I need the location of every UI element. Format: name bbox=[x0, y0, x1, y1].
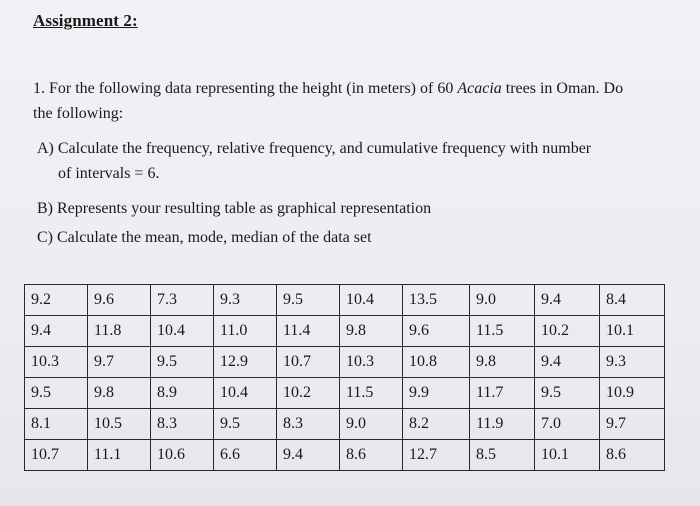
part-a-line-1: A) Calculate the frequency, relative frequency, and cumulative frequency with number bbox=[37, 140, 592, 157]
table-cell: 9.7 bbox=[600, 409, 665, 440]
table-cell: 12.9 bbox=[214, 347, 277, 378]
table-cell: 10.4 bbox=[151, 316, 214, 347]
table-cell: 9.4 bbox=[277, 440, 340, 471]
table-cell: 9.8 bbox=[340, 316, 403, 347]
table-cell: 9.5 bbox=[25, 378, 88, 409]
table-row bbox=[25, 285, 665, 316]
table-cell: 9.5 bbox=[277, 285, 340, 316]
table-cell: 9.5 bbox=[151, 347, 214, 378]
part-a-line-2: of intervals = 6. bbox=[58, 165, 160, 182]
table-cell: 9.9 bbox=[403, 378, 470, 409]
species-name: Acacia bbox=[457, 80, 502, 97]
table-cell: 9.3 bbox=[600, 347, 665, 378]
table-cell: 9.4 bbox=[535, 285, 600, 316]
table-cell: 9.5 bbox=[214, 409, 277, 440]
table-cell: 8.6 bbox=[600, 440, 665, 471]
data-table-container bbox=[24, 284, 665, 471]
table-cell: 9.3 bbox=[214, 285, 277, 316]
table-cell: 10.8 bbox=[403, 347, 470, 378]
table-cell: 13.5 bbox=[403, 285, 470, 316]
table-cell: 10.3 bbox=[25, 347, 88, 378]
table-cell: 9.5 bbox=[535, 378, 600, 409]
table-cell: 8.9 bbox=[151, 378, 214, 409]
table-cell: 9.4 bbox=[535, 347, 600, 378]
table-cell: 11.8 bbox=[88, 316, 151, 347]
table-row bbox=[25, 378, 665, 409]
table-cell: 12.7 bbox=[403, 440, 470, 471]
table-cell: 7.3 bbox=[151, 285, 214, 316]
table-cell: 8.5 bbox=[470, 440, 535, 471]
table-cell: 9.8 bbox=[470, 347, 535, 378]
table-cell: 9.0 bbox=[340, 409, 403, 440]
table-cell: 10.5 bbox=[88, 409, 151, 440]
table-cell: 11.1 bbox=[88, 440, 151, 471]
table-cell: 9.6 bbox=[403, 316, 470, 347]
table-cell: 10.7 bbox=[25, 440, 88, 471]
table-cell: 9.7 bbox=[88, 347, 151, 378]
table-cell: 6.6 bbox=[214, 440, 277, 471]
table-cell: 10.2 bbox=[535, 316, 600, 347]
table-cell: 11.0 bbox=[214, 316, 277, 347]
table-cell: 8.2 bbox=[403, 409, 470, 440]
table-row bbox=[25, 347, 665, 378]
table-cell: 10.2 bbox=[277, 378, 340, 409]
table-cell: 11.9 bbox=[470, 409, 535, 440]
question-line-2: the following: bbox=[33, 105, 124, 122]
table-cell: 9.0 bbox=[470, 285, 535, 316]
table-cell: 8.4 bbox=[600, 285, 665, 316]
table-cell: 8.3 bbox=[277, 409, 340, 440]
table-cell: 11.5 bbox=[470, 316, 535, 347]
table-cell: 11.5 bbox=[340, 378, 403, 409]
question-line-1 bbox=[33, 80, 623, 98]
part-b: B) Represents your resulting table as graphical representation bbox=[37, 200, 432, 217]
table-row bbox=[25, 316, 665, 347]
tree-height-table bbox=[24, 284, 665, 471]
question-text-end: trees in Oman. Do bbox=[501, 80, 624, 97]
assignment-heading: Assignment 2: bbox=[33, 11, 138, 30]
table-cell: 8.1 bbox=[25, 409, 88, 440]
table-cell: 10.6 bbox=[151, 440, 214, 471]
table-cell: 9.8 bbox=[88, 378, 151, 409]
table-cell: 9.4 bbox=[25, 316, 88, 347]
table-cell: 10.1 bbox=[535, 440, 600, 471]
table-row bbox=[25, 440, 665, 471]
table-cell: 10.4 bbox=[340, 285, 403, 316]
table-cell: 11.4 bbox=[277, 316, 340, 347]
table-cell: 10.1 bbox=[600, 316, 665, 347]
table-cell: 9.6 bbox=[88, 285, 151, 316]
table-row bbox=[25, 409, 665, 440]
part-c: C) Calculate the mean, mode, median of the data set bbox=[37, 229, 372, 246]
table-cell: 10.7 bbox=[277, 347, 340, 378]
table-cell: 10.4 bbox=[214, 378, 277, 409]
table-cell: 10.3 bbox=[340, 347, 403, 378]
table-cell: 9.2 bbox=[25, 285, 88, 316]
table-cell: 10.9 bbox=[600, 378, 665, 409]
table-cell: 8.6 bbox=[340, 440, 403, 471]
question-text-start: 1. For the following data representing the height (in meters) of 60 bbox=[33, 80, 458, 97]
table-cell: 11.7 bbox=[470, 378, 535, 409]
table-cell: 8.3 bbox=[151, 409, 214, 440]
table-cell: 7.0 bbox=[535, 409, 600, 440]
